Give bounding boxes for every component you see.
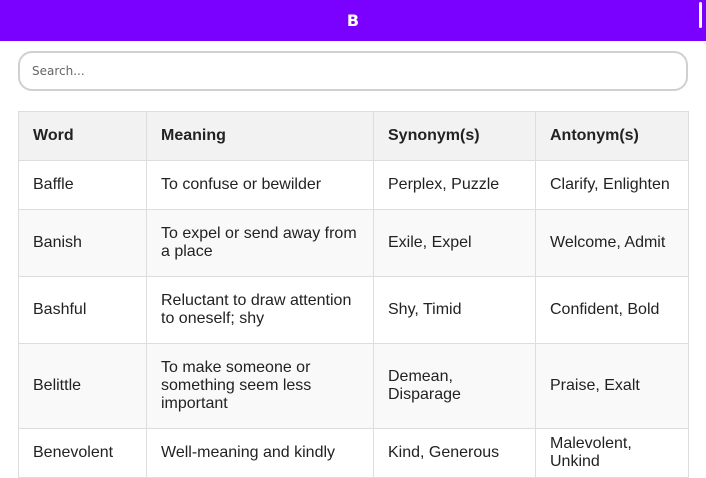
table-row — [19, 210, 689, 277]
meaning-cell: To confuse or bewilder — [147, 161, 374, 210]
word-cell: Baffle — [19, 161, 147, 210]
antonyms-cell: Malevolent, Unkind — [536, 429, 689, 478]
column-header-antonyms[interactable]: Antonym(s) — [536, 112, 689, 161]
word-table — [18, 111, 689, 478]
antonyms-cell: Welcome, Admit — [536, 210, 689, 277]
synonyms-cell: Demean, Disparage — [374, 344, 536, 429]
synonyms-cell: Exile, Expel — [374, 210, 536, 277]
word-cell: Benevolent — [19, 429, 147, 478]
table-row — [19, 277, 689, 344]
table-row — [19, 429, 689, 478]
search-input[interactable] — [18, 51, 688, 91]
word-cell: Belittle — [19, 344, 147, 429]
word-cell: Banish — [19, 210, 147, 277]
synonyms-cell: Perplex, Puzzle — [374, 161, 536, 210]
meaning-cell: To make someone or something seem less important — [147, 344, 374, 429]
table-row — [19, 161, 689, 210]
meaning-cell: Reluctant to draw attention to oneself; shy — [147, 277, 374, 344]
table-header-row — [19, 112, 689, 161]
page-title: B — [346, 11, 360, 30]
app-header — [0, 0, 706, 41]
antonyms-cell: Praise, Exalt — [536, 344, 689, 429]
antonyms-cell: Clarify, Enlighten — [536, 161, 689, 210]
column-header-word[interactable]: Word — [19, 112, 147, 161]
antonyms-cell: Confident, Bold — [536, 277, 689, 344]
synonyms-cell: Shy, Timid — [374, 277, 536, 344]
search-bar — [18, 51, 688, 91]
meaning-cell: To expel or send away from a place — [147, 210, 374, 277]
column-header-synonyms[interactable]: Synonym(s) — [374, 112, 536, 161]
table-row — [19, 344, 689, 429]
meaning-cell: Well-meaning and kindly — [147, 429, 374, 478]
column-header-meaning[interactable]: Meaning — [147, 112, 374, 161]
scrollbar[interactable] — [699, 2, 702, 28]
word-cell: Bashful — [19, 277, 147, 344]
synonyms-cell: Kind, Generous — [374, 429, 536, 478]
